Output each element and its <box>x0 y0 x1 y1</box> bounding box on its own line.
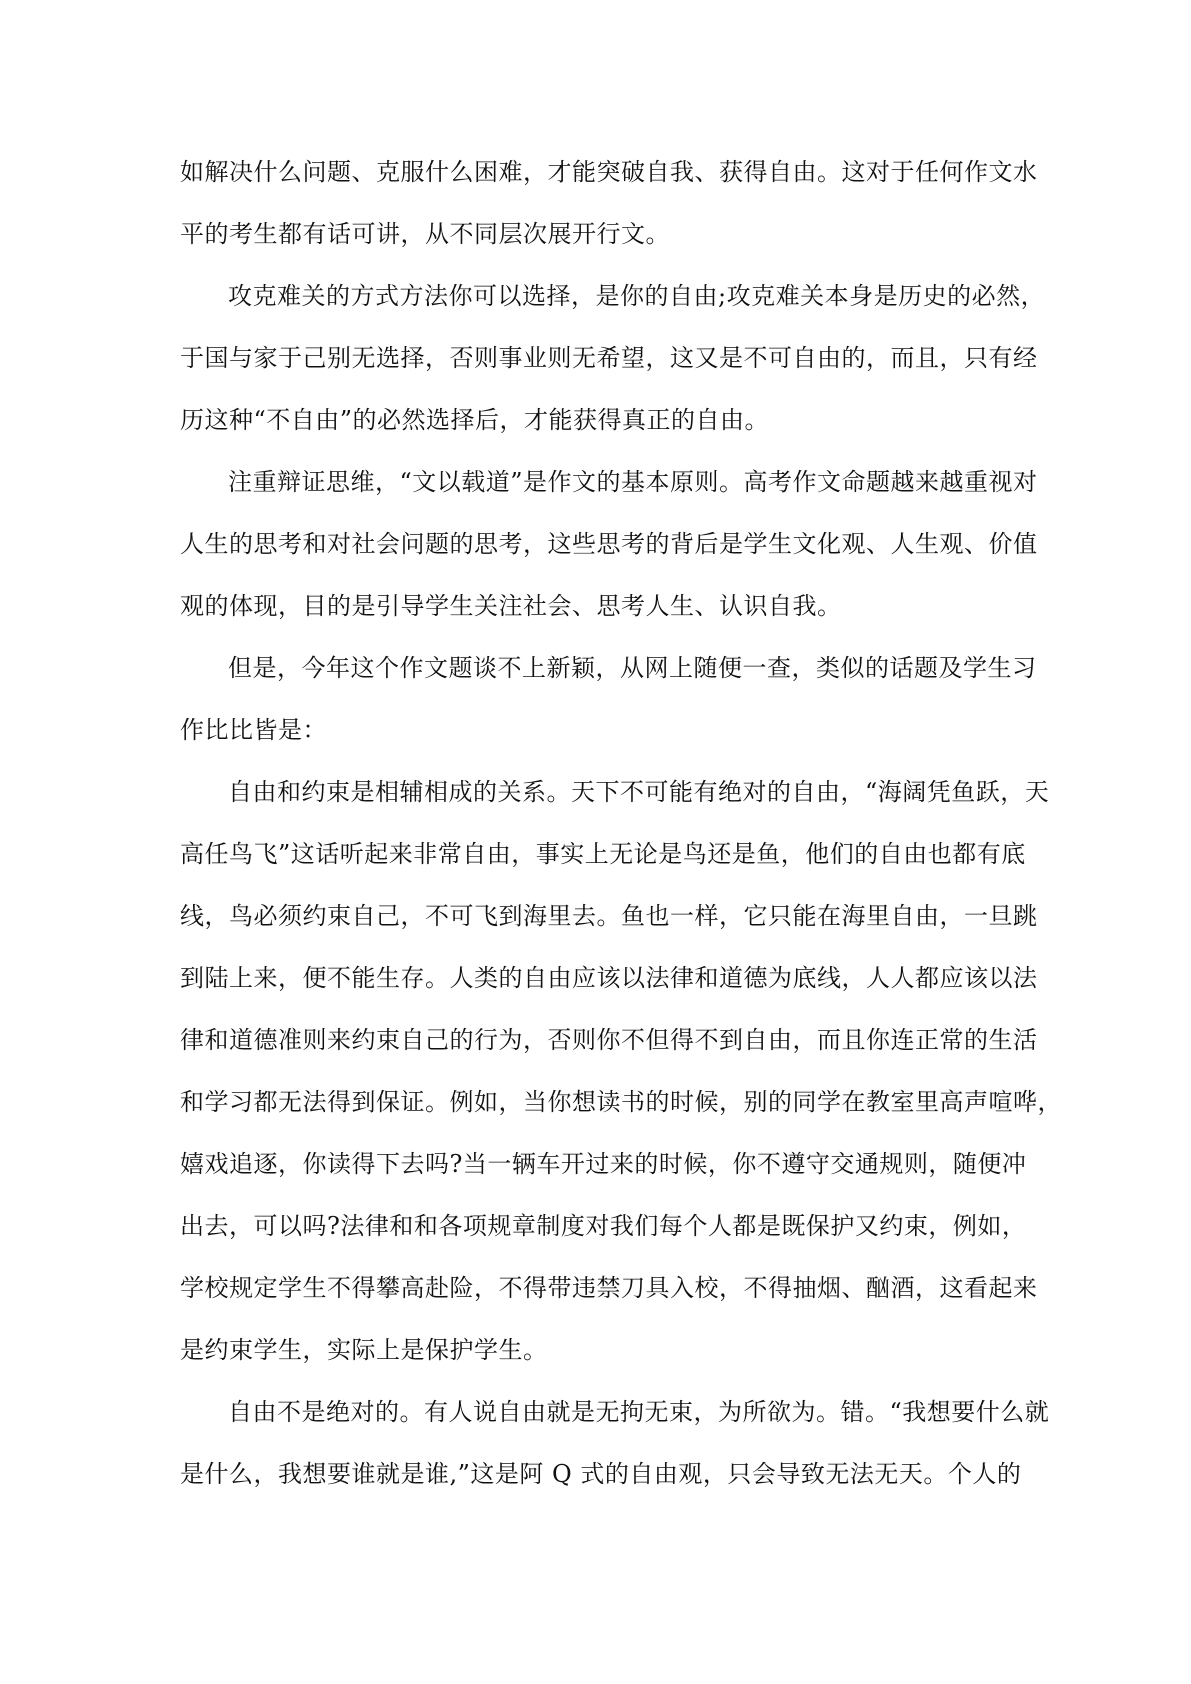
text-line: 于国与家于己别无选择，否则事业则无希望，这又是不可自由的，而且，只有经 <box>180 344 1038 372</box>
text-line: 历这种“不自由”的必然选择后，才能获得真正的自由。 <box>180 406 770 434</box>
text-line: 到陆上来，便不能生存。人类的自由应该以法律和道德为底线，人人都应该以法 <box>180 964 1038 992</box>
paragraph-first-line: 自由和约束是相辅相成的关系。天下不可能有绝对的自由，“海阔凭鱼跃，天 <box>228 778 1050 806</box>
text-line: 观的体现，目的是引导学生关注社会、思考人生、认识自我。 <box>180 592 842 620</box>
text-line: 学校规定学生不得攀高赴险，不得带违禁刀具入校，不得抽烟、酗酒，这看起来 <box>180 1274 1038 1302</box>
paragraph-first-line: 自由不是绝对的。有人说自由就是无拘无束，为所欲为。错。“我想要什么就 <box>228 1398 1050 1426</box>
paragraph-first-line: 但是，今年这个作文题谈不上新颖，从网上随便一查，类似的话题及学生习 <box>228 654 1037 682</box>
text-line: 高任鸟飞”这话听起来非常自由，事实上无论是鸟还是鱼，他们的自由也都有底 <box>180 840 1026 868</box>
text-line: 是约束学生，实际上是保护学生。 <box>180 1336 548 1364</box>
text-line: 嬉戏追逐，你读得下去吗?当一辆车开过来的时候，你不遵守交通规则，随便冲 <box>180 1150 1027 1178</box>
paragraph-first-line: 注重辩证思维，“文以载道”是作文的基本原则。高考作文命题越来越重视对 <box>228 468 1038 496</box>
text-line: 人生的思考和对社会问题的思考，这些思考的背后是学生文化观、人生观、价值 <box>180 530 1038 558</box>
text-line: 律和道德准则来约束自己的行为，否则你不但得不到自由，而且你连正常的生活 <box>180 1026 1038 1054</box>
document-body <box>180 154 1062 1518</box>
paragraph-first-line: 攻克难关的方式方法你可以选择，是你的自由;攻克难关本身是历史的必然， <box>228 282 1046 310</box>
text-line: 平的考生都有话可讲，从不同层次展开行文。 <box>180 220 670 248</box>
text-line: 作比比皆是： <box>180 716 327 744</box>
text-line: 如解决什么问题、克服什么困难，才能突破自我、获得自由。这对于任何作文水 <box>180 158 1038 186</box>
text-line: 线，鸟必须约束自己，不可飞到海里去。鱼也一样，它只能在海里自由，一旦跳 <box>180 902 1038 930</box>
text-line: 是什么，我想要谁就是谁,”这是阿 Q 式的自由观，只会导致无法无天。个人的 <box>180 1460 1022 1488</box>
text-line: 出去，可以吗?法律和和各项规章制度对我们每个人都是既保护又约束，例如， <box>180 1212 1027 1240</box>
text-line: 和学习都无法得到保证。例如，当你想读书的时候，别的同学在教室里高声喧哗， <box>180 1088 1062 1116</box>
